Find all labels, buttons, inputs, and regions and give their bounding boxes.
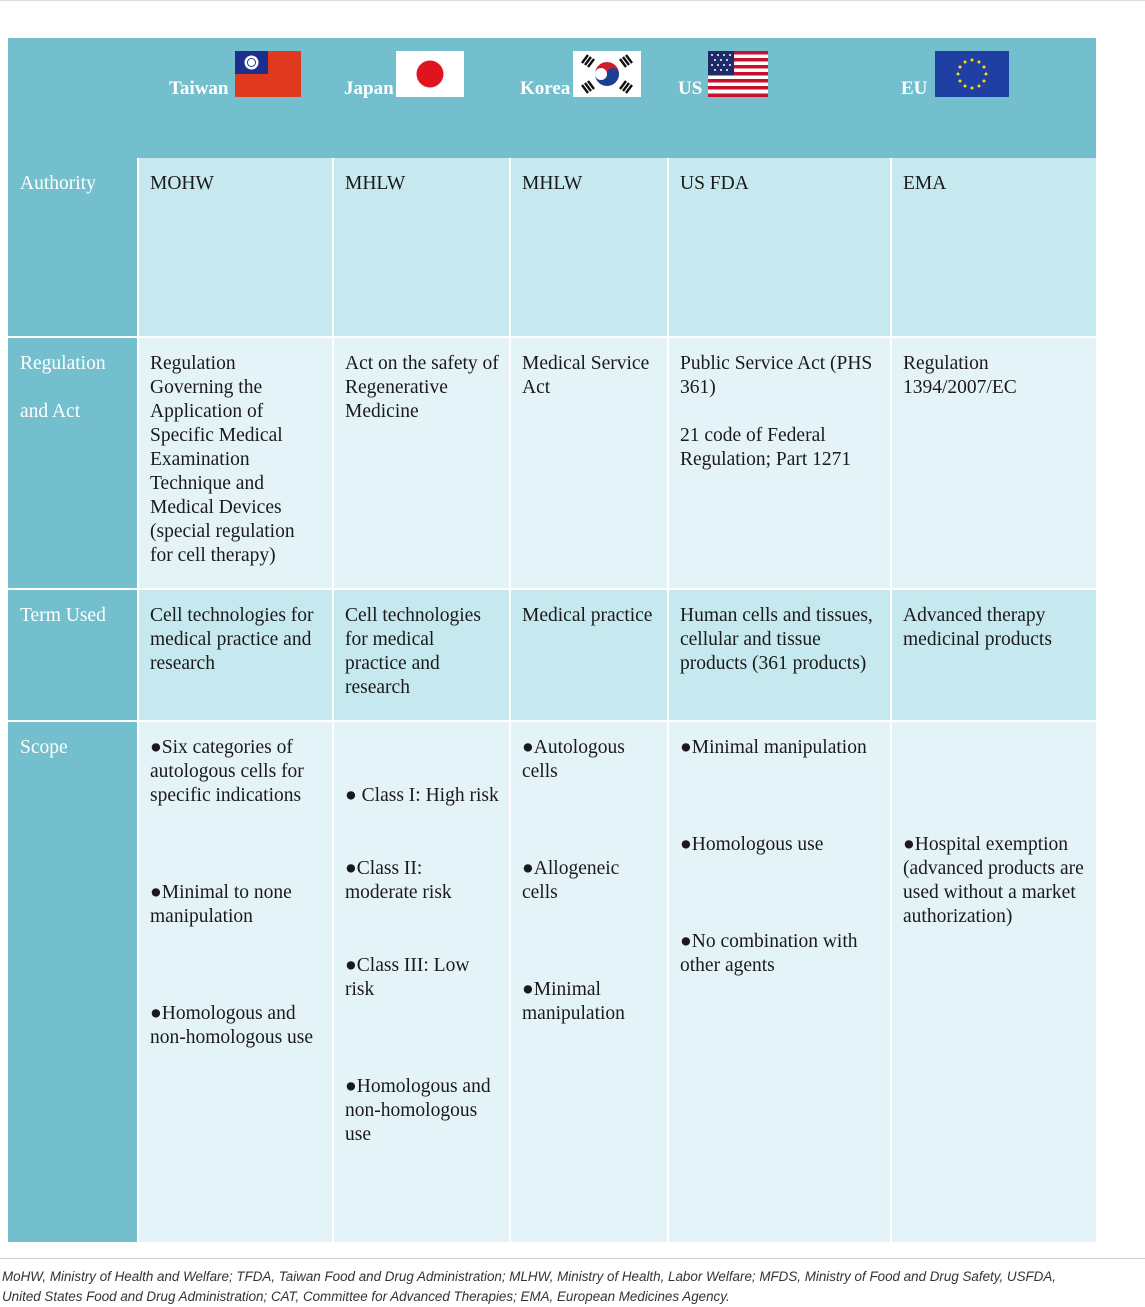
authority-korea: MHLW <box>509 158 667 338</box>
authority-us: US FDA <box>667 158 890 338</box>
scope-taiwan <box>137 722 332 1242</box>
japan-flag-icon <box>396 51 464 97</box>
country-taiwan: Taiwan <box>169 78 229 99</box>
country-japan: Japan <box>344 78 394 99</box>
scope-japan-item: ●Class III: Low risk <box>345 955 470 1000</box>
scope-japan-item: ●Class II: moderate risk <box>345 858 452 903</box>
country-us: US <box>678 78 703 99</box>
country-eu: EU <box>901 78 928 99</box>
regulation-us-line1: Public Service Act (PHS 361) <box>680 353 873 398</box>
table-footnote <box>0 1258 1145 1307</box>
scope-us-item: ●Minimal manipulation <box>680 737 867 758</box>
us-flag-icon <box>708 51 768 97</box>
regulation-korea: Medical Service Act <box>509 338 667 590</box>
regulation-label-line2: and Act <box>20 401 81 422</box>
korea-flag-icon <box>573 51 641 97</box>
scope-us-item: ●Homologous use <box>680 834 824 855</box>
top-rule <box>0 0 1145 1</box>
header-korea <box>509 38 667 158</box>
comparison-table <box>8 38 1096 1244</box>
term-korea: Medical practice <box>509 590 667 722</box>
header-taiwan <box>137 38 332 158</box>
regulation-taiwan: Regulation Governing the Application of Specific Medical Examination Technique and Medical Devices (special regulation for cell therapy) <box>137 338 332 590</box>
country-korea: Korea <box>520 78 571 99</box>
footnote-line: MoHW, Ministry of Health and Welfare; TFDA, Taiwan Food and Drug Administration; MLHW, Ministry of Health, Labor Welfare; MFDS, Ministry of Food and Drug Safety, USFDA, <box>2 1269 1056 1284</box>
term-eu: Advanced therapy medicinal products <box>890 590 1096 722</box>
scope-korea-item: ●Allogeneic cells <box>522 858 620 903</box>
header-us <box>667 38 890 158</box>
scope-eu-item: ●Hospital exemption (advanced products are used without a market authorization) <box>903 834 1084 927</box>
regulation-us <box>667 338 890 590</box>
scope-japan-item: ● Class I: High risk <box>345 785 499 806</box>
scope-taiwan-item: ●Minimal to none manipulation <box>150 882 292 927</box>
term-us: Human cells and tissues, cellular and tissue products (361 products) <box>667 590 890 722</box>
scope-japan-item: ●Homologous and non-homologous use <box>345 1076 491 1145</box>
header-eu <box>890 38 1096 158</box>
authority-eu: EMA <box>890 158 1096 338</box>
regulation-us-line2: 21 code of Federal Regulation; Part 1271 <box>680 425 852 470</box>
row-label-scope: Scope <box>8 722 137 1242</box>
authority-japan: MHLW <box>332 158 509 338</box>
scope-korea <box>509 722 667 1242</box>
term-taiwan: Cell technologies for medical practice and research <box>137 590 332 722</box>
scope-us <box>667 722 890 1242</box>
header-corner <box>8 38 137 158</box>
row-label-term: Term Used <box>8 590 137 722</box>
row-label-regulation <box>8 338 137 590</box>
scope-korea-item: ●Minimal manipulation <box>522 979 625 1024</box>
taiwan-flag-icon <box>235 51 301 97</box>
regulation-eu: Regulation 1394/2007/EC <box>890 338 1096 590</box>
scope-taiwan-item: ●Homologous and non-homologous use <box>150 1003 314 1048</box>
header-japan <box>332 38 509 158</box>
regulation-row <box>8 338 1096 590</box>
scope-us-item: ●No combination with other agents <box>680 931 858 976</box>
authority-taiwan: MOHW <box>137 158 332 338</box>
scope-korea-item: ●Autologous cells <box>522 737 625 782</box>
scope-row <box>8 722 1096 1242</box>
footnote-line: United States Food and Drug Administration; CAT, Committee for Advanced Therapies; EMA, European Medicines Agency. <box>2 1289 730 1304</box>
authority-row <box>8 158 1096 338</box>
regulation-label-line1: Regulation <box>20 353 106 374</box>
regulation-japan: Act on the safety of Regenerative Medicine <box>332 338 509 590</box>
row-label-authority: Authority <box>8 158 137 338</box>
scope-taiwan-item: ●Six categories of autologous cells for specific indications <box>150 737 304 806</box>
term-row <box>8 590 1096 722</box>
regulation-table <box>8 38 1096 1242</box>
eu-flag-icon <box>935 51 1009 97</box>
scope-japan <box>332 722 509 1242</box>
scope-eu <box>890 722 1096 1242</box>
term-japan: Cell technologies for medical practice and research <box>332 590 509 722</box>
header-row <box>8 38 1096 158</box>
